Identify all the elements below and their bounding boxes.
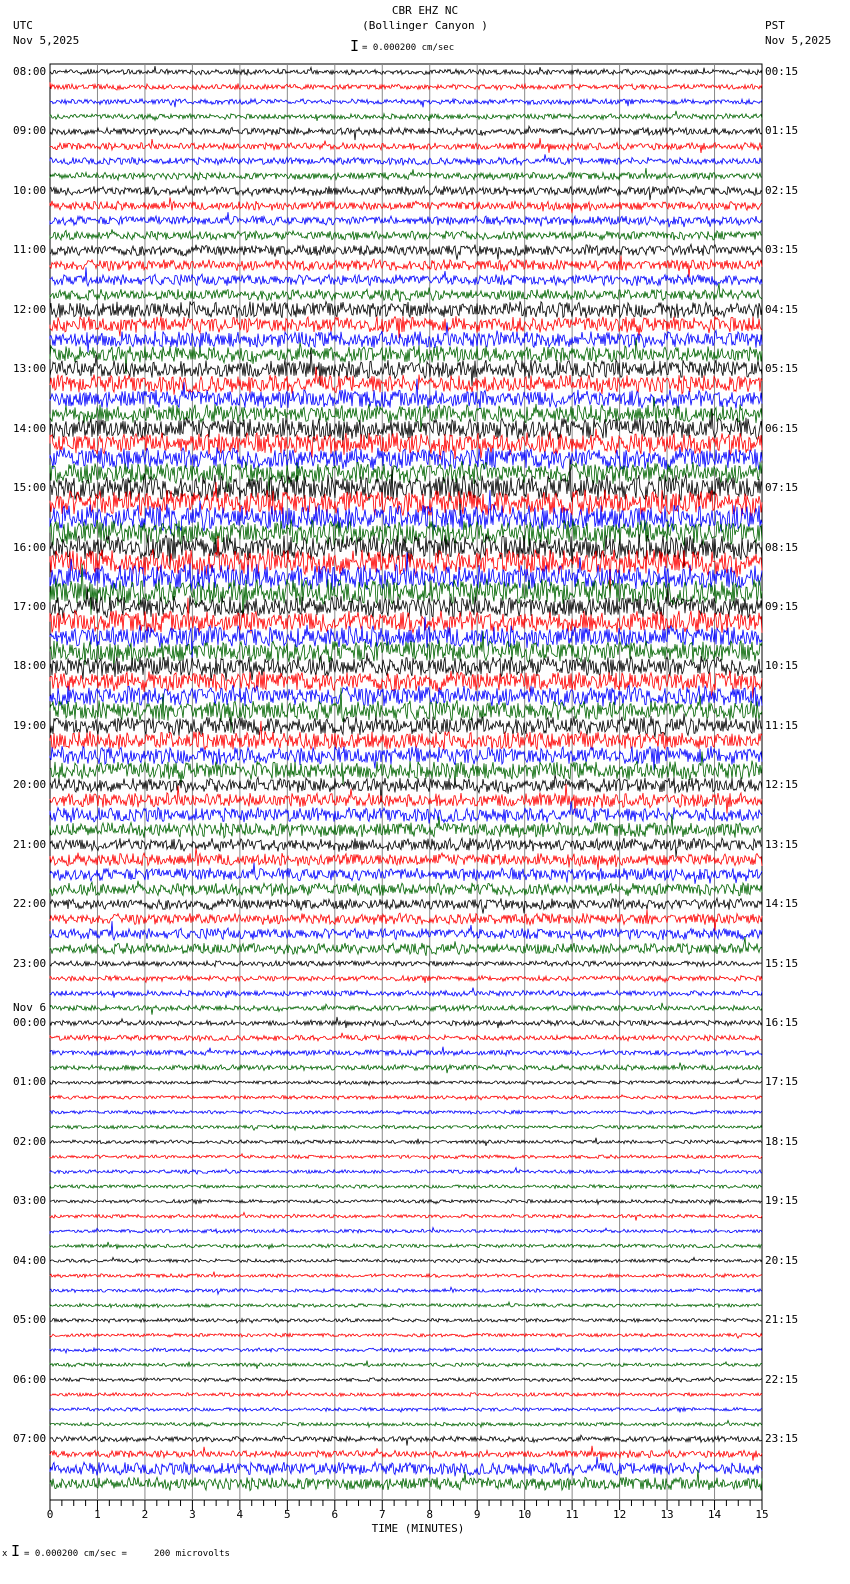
seismic-trace: [50, 322, 762, 352]
pst-time-label: 14:15: [765, 897, 799, 911]
utc-hour-label: 14:00: [13, 421, 47, 435]
scale-text: = 0.000200 cm/sec: [362, 43, 455, 53]
seismic-trace: [50, 1318, 762, 1323]
seismic-trace: [50, 863, 762, 884]
scale-bar-icon: I: [350, 37, 360, 55]
seismic-trace: [50, 1257, 762, 1262]
x-tick-label: 2: [141, 1508, 149, 1521]
seismic-trace: [50, 1063, 762, 1074]
seismic-trace: [50, 1348, 762, 1353]
seismic-trace: [50, 283, 762, 302]
pst-time-label: 15:15: [765, 956, 799, 970]
footer-scale-text: = 0.000200 cm/sec = 200 microvolts: [24, 1549, 230, 1559]
x-tick-label: 6: [331, 1508, 339, 1521]
seismic-trace: [50, 910, 762, 931]
seismic-trace: [50, 921, 762, 940]
seismic-trace: [50, 1168, 762, 1174]
utc-hour-label: 00:00: [13, 1016, 47, 1030]
seismic-trace: [50, 229, 762, 240]
pst-time-label: 12:15: [765, 778, 799, 792]
utc-hour-label: 13:00: [13, 362, 47, 376]
utc-hour-label: 18:00: [13, 659, 47, 673]
seismic-trace: [50, 1457, 762, 1476]
x-tick-label: 4: [236, 1508, 244, 1521]
pst-time-label: 19:15: [765, 1194, 799, 1208]
station-title: CBR EHZ NC: [391, 4, 459, 17]
seismic-trace: [50, 1408, 762, 1413]
seismic-trace: [50, 898, 762, 913]
seismic-trace: [50, 1333, 762, 1338]
pst-time-label: 13:15: [765, 837, 799, 851]
seismic-trace: [50, 1287, 762, 1294]
x-tick-label: 14: [707, 1508, 722, 1521]
seismic-trace: [50, 301, 762, 318]
seismic-trace: [50, 1138, 762, 1146]
pst-time-label: 23:15: [765, 1432, 799, 1446]
seismic-trace: [50, 775, 762, 803]
x-tick-label: 3: [189, 1508, 196, 1521]
seismic-trace: [50, 111, 762, 121]
seismic-trace: [50, 1125, 762, 1130]
pst-time-label: 16:15: [765, 1016, 799, 1030]
seismic-trace: [50, 1003, 762, 1015]
pst-time-label: 06:15: [765, 421, 799, 435]
x-tick-label: 12: [612, 1508, 627, 1521]
pst-time-label: 01:15: [765, 124, 799, 138]
seismic-trace: [50, 99, 762, 107]
seismic-trace: [50, 66, 762, 75]
seismic-trace: [50, 937, 762, 956]
pst-time-label: 10:15: [765, 659, 799, 673]
pst-time-label: 04:15: [765, 302, 799, 316]
pst-time-label: 05:15: [765, 362, 799, 376]
seismic-trace: [50, 82, 762, 90]
footer-marker-icon: x: [2, 1549, 8, 1559]
seismic-trace: [50, 316, 762, 338]
utc-hour-label: 21:00: [13, 837, 47, 851]
pst-time-label: 07:15: [765, 481, 799, 495]
seismic-trace: [50, 848, 762, 870]
pst-time-label: 21:15: [765, 1313, 799, 1327]
utc-hour-label: 09:00: [13, 124, 47, 138]
seismic-trace: [50, 1470, 762, 1491]
seismic-trace: [50, 197, 762, 213]
seismic-trace: [50, 154, 762, 165]
x-tick-label: 11: [565, 1508, 579, 1521]
seismic-trace: [50, 1391, 762, 1397]
x-tick-label: 1: [94, 1508, 101, 1521]
seismic-trace: [50, 1095, 762, 1100]
seismic-trace: [50, 1272, 762, 1278]
date-change-label: Nov 6: [13, 1001, 47, 1015]
utc-hour-label: 23:00: [13, 956, 47, 970]
seismic-trace: [50, 1185, 762, 1190]
seismic-trace: [50, 256, 762, 277]
right-timezone: PST: [765, 19, 785, 32]
seismic-trace: [50, 1047, 762, 1056]
pst-time-label: 00:15: [765, 65, 799, 78]
utc-hour-label: 20:00: [13, 778, 47, 792]
seismic-trace: [50, 1154, 762, 1159]
utc-hour-label: 15:00: [13, 481, 47, 495]
pst-time-label: 02:15: [765, 183, 799, 197]
seismic-trace: [50, 881, 762, 896]
seismic-trace: [50, 714, 762, 738]
utc-hour-label: 08:00: [13, 65, 47, 78]
seismic-trace: [50, 126, 762, 140]
utc-hour-label: 19:00: [13, 718, 47, 732]
seismic-trace: [50, 1361, 762, 1369]
x-tick-label: 5: [284, 1508, 291, 1521]
x-tick-label: 9: [473, 1508, 481, 1521]
x-tick-label: 15: [755, 1508, 769, 1521]
footer-scale-bar-icon: I: [11, 1542, 21, 1560]
seismic-trace: [50, 631, 762, 669]
seismic-trace: [50, 1110, 762, 1114]
seismic-trace: [50, 1242, 762, 1249]
x-tick-label: 10: [518, 1508, 532, 1521]
seismic-trace: [50, 1228, 762, 1234]
seismic-trace: [50, 976, 762, 983]
left-date: Nov 5,2025: [13, 34, 80, 47]
seismic-trace: [50, 212, 762, 227]
seismic-trace: [50, 267, 762, 286]
x-tick-label: 0: [46, 1508, 54, 1521]
utc-hour-label: 10:00: [13, 183, 47, 197]
seismic-trace: [50, 1421, 762, 1428]
seismic-trace: [50, 1446, 762, 1461]
utc-hour-label: 02:00: [13, 1134, 47, 1148]
plot-frame: [50, 64, 762, 1500]
utc-hour-label: 01:00: [13, 1075, 47, 1089]
seismic-trace: [50, 838, 762, 858]
seismic-trace: [50, 961, 762, 967]
utc-hour-label: 04:00: [13, 1253, 47, 1267]
seismic-trace: [50, 186, 762, 200]
x-tick-label: 8: [426, 1508, 434, 1521]
utc-hour-label: 03:00: [13, 1194, 47, 1208]
right-date: Nov 5,2025: [765, 34, 832, 47]
pst-time-label: 09:15: [765, 599, 799, 613]
utc-hour-label: 11:00: [13, 243, 47, 257]
x-axis-label: TIME (MINUTES): [371, 1522, 465, 1535]
seismic-trace: [50, 653, 762, 681]
station-name: (Bollinger Canyon ): [362, 19, 488, 32]
seismic-trace: [50, 1033, 762, 1041]
seismic-trace: [50, 988, 762, 998]
left-timezone: UTC: [13, 19, 33, 32]
pst-time-label: 17:15: [765, 1075, 799, 1089]
utc-hour-label: 12:00: [13, 302, 47, 316]
seismic-trace: [50, 244, 762, 259]
utc-hour-label: 22:00: [13, 897, 47, 911]
seismic-trace: [50, 138, 762, 153]
seismic-trace: [50, 168, 762, 180]
utc-hour-label: 16:00: [13, 540, 47, 554]
seismic-trace: [50, 1377, 762, 1382]
seismic-trace: [50, 379, 762, 409]
seismic-trace: [50, 1017, 762, 1028]
utc-hour-label: 06:00: [13, 1372, 47, 1386]
seismic-trace: [50, 1212, 762, 1220]
utc-hour-label: 07:00: [13, 1432, 47, 1446]
pst-time-label: 20:15: [765, 1253, 799, 1267]
x-tick-label: 7: [378, 1508, 386, 1521]
utc-hour-label: 17:00: [13, 599, 47, 613]
x-tick-label: 13: [660, 1508, 674, 1521]
pst-time-label: 22:15: [765, 1372, 799, 1386]
seismic-trace: [50, 1302, 762, 1308]
pst-time-label: 08:15: [765, 540, 799, 554]
seismic-trace: [50, 1435, 762, 1445]
pst-time-label: 11:15: [765, 718, 799, 732]
utc-hour-label: 05:00: [13, 1313, 47, 1327]
seismic-trace: [50, 1079, 762, 1085]
seismic-trace: [50, 1200, 762, 1205]
pst-time-label: 18:15: [765, 1134, 799, 1148]
pst-time-label: 03:15: [765, 243, 799, 257]
